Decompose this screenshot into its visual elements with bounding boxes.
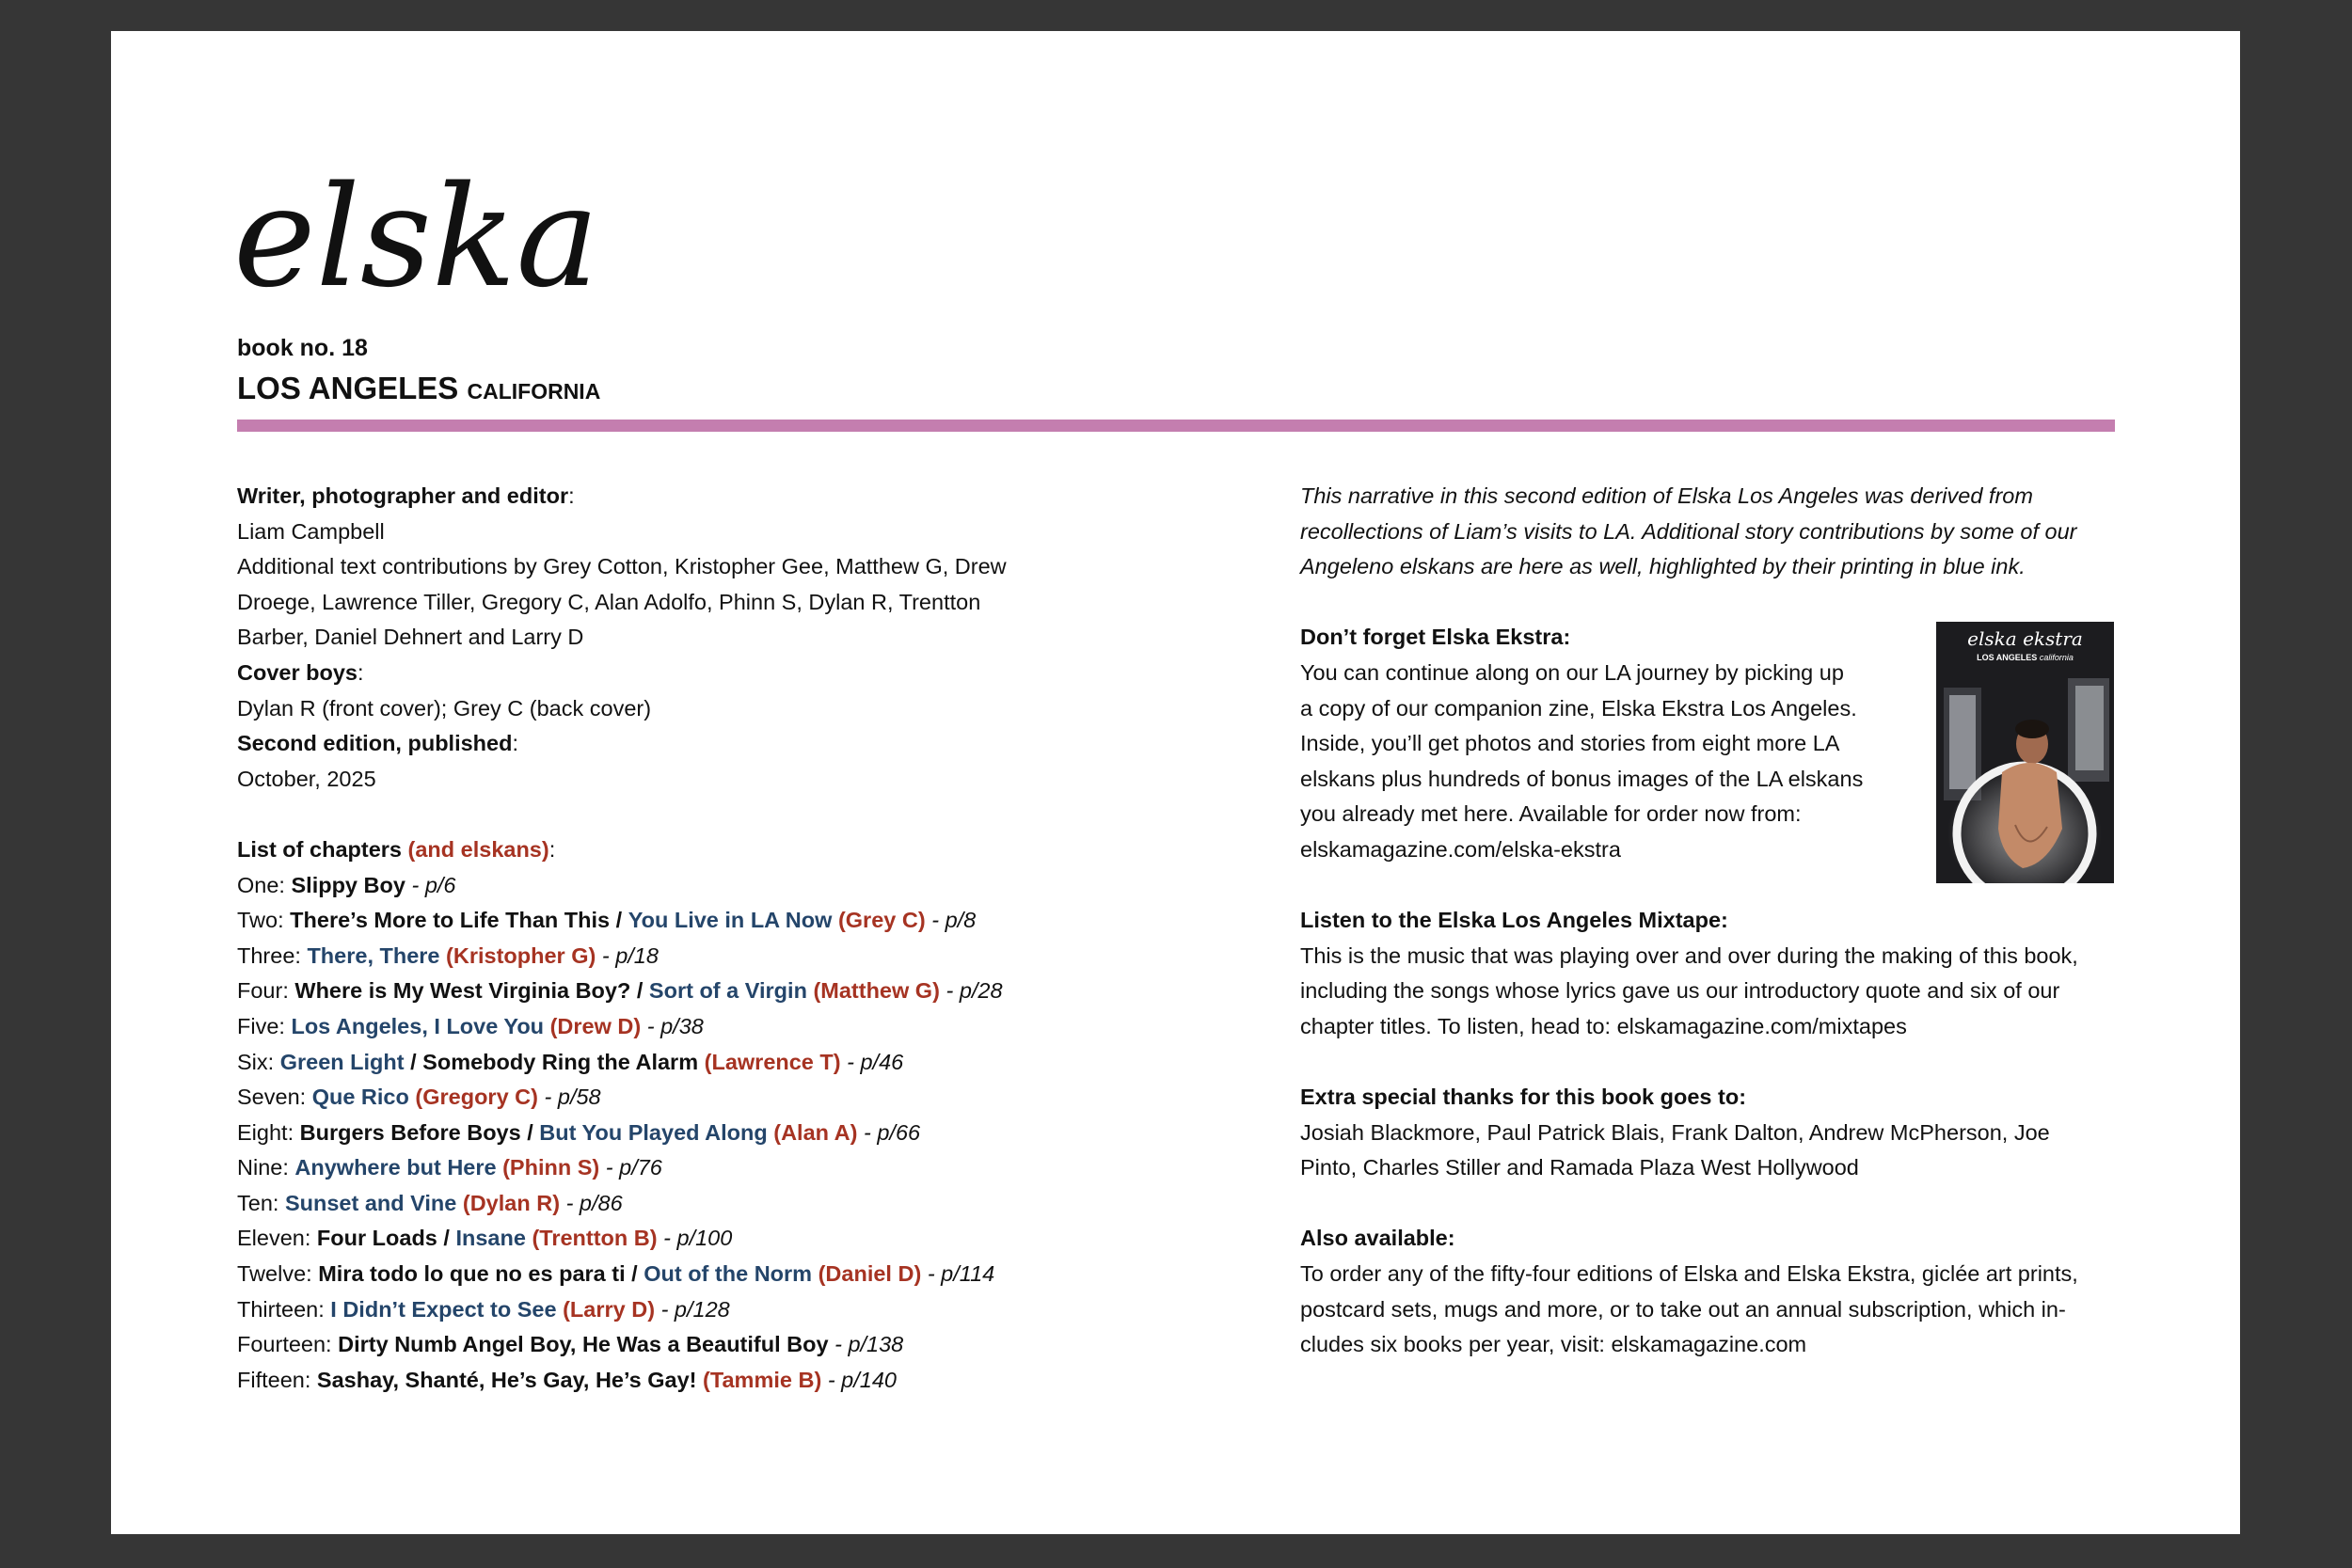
chapter-item	[237, 1363, 1084, 1399]
cover-subtitle	[1936, 653, 2114, 662]
chapter-page-number: p/58	[557, 1085, 601, 1110]
chapters-label: List of chapters	[237, 836, 402, 862]
chapter-story-title: Los Angeles, I Love You	[291, 1013, 545, 1038]
chapter-number: Seven:	[237, 1085, 307, 1110]
chapter-elskan: (Trentton B)	[532, 1226, 658, 1251]
ekstra-line: a copy of our companion zine, Elska Ekstra Los Angeles.	[1300, 695, 1857, 721]
thanks-line: Josiah Blackmore, Paul Patrick Blais, Frank Dalton, Andrew McPherson, Joe	[1300, 1119, 2050, 1145]
chapter-page: - p/100	[663, 1226, 733, 1251]
ekstra-line: you already met here. Available for order now from:	[1300, 801, 1802, 827]
ekstra-heading: Don’t forget Elska Ekstra:	[1300, 625, 1571, 650]
book-number: book no. 18	[237, 335, 368, 361]
chapter-elskan: (Dylan R)	[462, 1190, 561, 1215]
chapter-title: Dirty Numb Angel Boy, He Was a Beautiful Boy	[338, 1332, 829, 1357]
chapter-number: One:	[237, 872, 285, 897]
chapter-elskan: (Grey C)	[837, 908, 926, 933]
chapter-page: - p/66	[864, 1119, 921, 1145]
edition-value: October, 2025	[237, 766, 376, 791]
page-title	[237, 371, 600, 406]
chapter-page-number: p/76	[619, 1155, 662, 1180]
chapter-item	[237, 1045, 1084, 1081]
mixtape-heading: Listen to the Elska Los Angeles Mixtape:	[1300, 908, 1728, 933]
chapter-elskan: (Larry D)	[563, 1296, 656, 1322]
ekstra-line: elskans plus hundreds of bonus images of the LA elskans	[1300, 766, 1864, 791]
book-page	[111, 31, 2240, 1534]
chapter-number: Three:	[237, 942, 301, 968]
narrative-line: Angeleno elskans are here as well, highlighted by their printing in blue ink.	[1300, 554, 2026, 579]
chapter-elskan: (Phinn S)	[502, 1155, 600, 1180]
thanks-heading: Extra special thanks for this book goes to:	[1300, 1085, 1747, 1110]
chapter-story-title: Sort of a Virgin	[648, 978, 807, 1004]
cover-heading: Cover boys:	[237, 659, 364, 685]
chapter-item	[237, 1257, 1084, 1292]
chapter-page-number: p/28	[959, 978, 1003, 1004]
chapter-elskan: (Matthew G)	[813, 978, 940, 1004]
chapter-page: - p/28	[946, 978, 1003, 1004]
also-line: cludes six books per year, visit: elskamagazine.com	[1300, 1332, 1807, 1357]
chapter-item	[237, 1080, 1084, 1116]
chapter-number: Fourteen:	[237, 1332, 332, 1357]
narrative-note	[1300, 479, 2115, 585]
title-divider	[237, 420, 2115, 432]
chapter-elskan: (Alan A)	[773, 1119, 858, 1145]
cover-state: california	[2039, 653, 2074, 663]
additional-line: Barber, Daniel Dehnert and Larry D	[237, 625, 584, 650]
chapter-story-title: There, There	[307, 942, 440, 968]
chapter-elskan: (Gregory C)	[415, 1085, 538, 1110]
chapter-item	[237, 939, 1084, 974]
chapter-number: Twelve:	[237, 1261, 312, 1287]
chapter-title: Burgers Before Boys /	[299, 1119, 533, 1145]
chapter-page: - p/6	[411, 872, 456, 897]
chapter-number: Thirteen:	[237, 1296, 325, 1322]
state-name: CALIFORNIA	[467, 379, 601, 404]
mixtape-line: This is the music that was playing over and over during the making of this book,	[1300, 942, 2078, 968]
chapters-heading: List of chapters (and elskans):	[237, 836, 556, 862]
chapter-item	[237, 1186, 1084, 1222]
chapter-story-title: Sunset and Vine	[284, 1190, 457, 1215]
chapter-title: Mira todo lo que no es para ti /	[318, 1261, 638, 1287]
chapter-page: - p/114	[927, 1261, 995, 1287]
chapter-number: Eleven:	[237, 1226, 311, 1251]
chapter-item	[237, 1150, 1084, 1186]
chapter-item	[237, 1116, 1084, 1151]
chapter-story-title: But You Played Along	[539, 1119, 768, 1145]
ekstra-section	[1300, 620, 2115, 867]
chapter-page-number: p/66	[877, 1119, 921, 1145]
narrative-line: This narrative in this second edition of Elska Los Angeles was derived from	[1300, 483, 2033, 508]
thanks-line: Pinto, Charles Stiller and Ramada Plaza West Hollywood	[1300, 1155, 1859, 1180]
chapter-number: Four:	[237, 978, 289, 1004]
chapter-page: - p/128	[660, 1296, 730, 1322]
additional-line: Droege, Lawrence Tiller, Gregory C, Alan Adolfo, Phinn S, Dylan R, Trentton	[237, 589, 981, 614]
chapter-item	[237, 974, 1084, 1009]
chapter-item	[237, 1221, 1084, 1257]
also-line: To order any of the fifty-four editions of Elska and Elska Ekstra, giclée art prints,	[1300, 1261, 2078, 1287]
ekstra-line: Inside, you’ll get photos and stories from eight more LA	[1300, 731, 1840, 756]
chapter-page: - p/58	[544, 1085, 601, 1110]
chapter-item	[237, 1292, 1084, 1328]
edition-label: Second edition, published	[237, 731, 513, 756]
chapter-story-title: Out of the Norm	[644, 1261, 813, 1287]
cover-label: Cover boys	[237, 659, 358, 685]
chapter-page: - p/46	[847, 1049, 904, 1074]
chapter-story-title: Green Light	[279, 1049, 405, 1074]
chapter-elskan: (Kristopher G)	[446, 942, 596, 968]
chapter-page-number: p/86	[579, 1190, 623, 1215]
cover-city: LOS ANGELES	[1977, 653, 2038, 663]
chapter-page: - p/86	[565, 1190, 623, 1215]
left-column	[237, 479, 1084, 1398]
right-column	[1300, 479, 2115, 1363]
chapter-page-number: p/38	[660, 1013, 704, 1038]
chapter-title: Sashay, Shanté, He’s Gay, He’s Gay!	[316, 1367, 697, 1392]
logo-wordmark: elska	[233, 156, 599, 313]
chapter-title: / Somebody Ring the Alarm	[410, 1049, 699, 1074]
ekstra-url: elskamagazine.com/elska-ekstra	[1300, 836, 1621, 862]
chapter-page: - p/140	[827, 1367, 897, 1392]
chapter-elskan: (Daniel D)	[818, 1261, 922, 1287]
chapter-page-number: p/8	[945, 908, 977, 933]
additional-line: Additional text contributions by Grey Cotton, Kristopher Gee, Matthew G, Drew	[237, 554, 1007, 579]
cover-title: elska ekstra	[1967, 627, 2083, 651]
chapter-title: There’s More to Life Than This /	[290, 908, 623, 933]
mixtape-line: including the songs whose lyrics gave us our introductory quote and six of our	[1300, 978, 2060, 1004]
chapter-page-number: p/46	[860, 1049, 904, 1074]
writer-label: Writer, photographer and editor	[237, 483, 569, 508]
chapter-page-number: p/18	[615, 942, 659, 968]
elska-logo	[231, 144, 636, 313]
writer-name: Liam Campbell	[237, 518, 385, 544]
chapter-number: Six:	[237, 1049, 275, 1074]
chapter-number: Eight:	[237, 1119, 294, 1145]
chapter-elskan: (Lawrence T)	[704, 1049, 841, 1074]
chapter-item	[237, 1009, 1084, 1045]
chapter-number: Ten:	[237, 1190, 279, 1215]
chapter-title: Four Loads /	[316, 1226, 450, 1251]
chapter-title: Slippy Boy	[291, 872, 405, 897]
chapters-heading-accent: (and elskans)	[407, 836, 549, 862]
city-name: LOS ANGELES	[237, 371, 459, 405]
chapter-story-title: I Didn’t Expect to See	[330, 1296, 557, 1322]
also-heading: Also available:	[1300, 1226, 1455, 1251]
chapter-elskan: (Tammie B)	[703, 1367, 822, 1392]
chapter-story-title: Que Rico	[311, 1085, 409, 1110]
ekstra-line: You can continue along on our LA journey by picking up	[1300, 659, 1844, 685]
edition-heading: Second edition, published:	[237, 731, 518, 756]
narrative-line: recollections of Liam’s visits to LA. Additional story contributions by some of our	[1300, 518, 2077, 544]
chapter-page: - p/38	[646, 1013, 704, 1038]
cover-value: Dylan R (front cover); Grey C (back cover)	[237, 695, 652, 721]
chapter-page: - p/138	[834, 1332, 904, 1357]
chapter-item	[237, 1327, 1084, 1363]
chapter-page-number: p/114	[941, 1261, 995, 1287]
also-line: postcard sets, mugs and more, or to take out an annual subscription, which in-	[1300, 1296, 2066, 1322]
chapter-number: Nine:	[237, 1155, 289, 1180]
mixtape-line: chapter titles. To listen, head to: elskamagazine.com/mixtapes	[1300, 1013, 1907, 1038]
chapter-number: Five:	[237, 1013, 285, 1038]
chapter-title: Where is My West Virginia Boy? /	[294, 978, 644, 1004]
chapter-elskan: (Drew D)	[549, 1013, 642, 1038]
chapter-page-number: p/6	[424, 872, 456, 897]
chapter-story-title: Anywhere but Here	[294, 1155, 497, 1180]
chapter-page-number: p/138	[848, 1332, 904, 1357]
chapter-number: Fifteen:	[237, 1367, 311, 1392]
chapter-page-number: p/140	[841, 1367, 897, 1392]
chapter-list	[237, 868, 1084, 1399]
chapter-page-number: p/128	[674, 1296, 730, 1322]
chapter-story-title: Insane	[455, 1226, 526, 1251]
chapter-page: - p/8	[931, 908, 977, 933]
chapter-number: Two:	[237, 908, 284, 933]
chapter-story-title: You Live in LA Now	[628, 908, 833, 933]
ekstra-cover-image	[1936, 622, 2114, 883]
writer-heading: Writer, photographer and editor:	[237, 483, 575, 508]
chapter-page-number: p/100	[676, 1226, 733, 1251]
chapter-page: - p/76	[605, 1155, 662, 1180]
chapter-item	[237, 903, 1084, 939]
chapter-page: - p/18	[601, 942, 659, 968]
chapter-item	[237, 868, 1084, 904]
